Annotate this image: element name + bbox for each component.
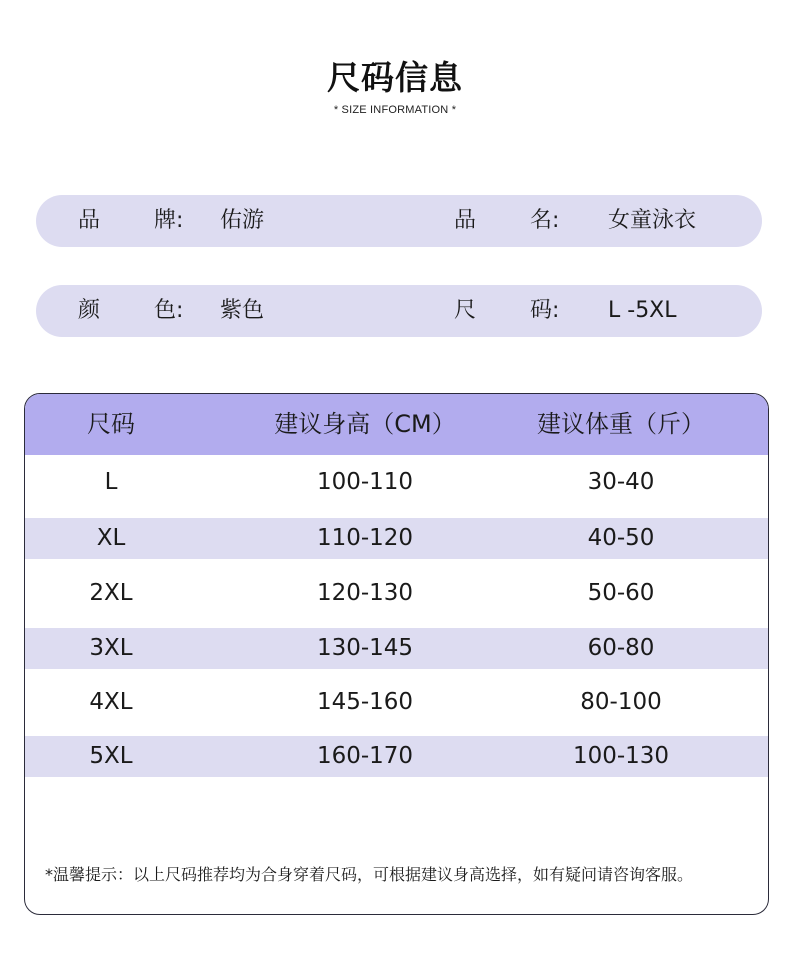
brand-key-b: 牌:: [154, 208, 184, 233]
product-key-b: 名:: [530, 208, 560, 233]
header-weight: 建议体重（斤）: [537, 410, 705, 438]
cell-size: XL: [96, 525, 126, 551]
table-row: [25, 462, 768, 503]
size-table: [24, 393, 769, 915]
cell-weight: 100-130: [572, 743, 670, 769]
cell-size: 2XL: [89, 580, 133, 606]
cell-weight: 40-50: [587, 525, 655, 551]
table-row: [25, 518, 768, 559]
brand-value: 佑游: [220, 208, 265, 233]
cell-height: 160-170: [316, 743, 414, 769]
color-key-a: 颜: [78, 298, 101, 323]
size-key-b: 码:: [530, 298, 560, 323]
table-row: [25, 736, 768, 777]
cell-weight: 30-40: [587, 469, 655, 495]
table-row: [25, 573, 768, 614]
table-row: [25, 682, 768, 723]
cell-size: 4XL: [89, 689, 133, 715]
cell-height: 120-130: [316, 580, 414, 606]
page-subtitle: * SIZE INFORMATION *: [333, 104, 457, 116]
cell-weight: 80-100: [580, 689, 662, 715]
header-height: 建议身高（CM）: [274, 410, 456, 438]
cell-height: 100-110: [316, 469, 414, 495]
size-key-a: 尺: [454, 298, 477, 323]
table-row: [25, 628, 768, 669]
size-value: L -5XL: [608, 298, 677, 323]
brand-key-a: 品: [78, 208, 101, 233]
product-value: 女童泳衣: [608, 208, 697, 233]
cell-size: 5XL: [89, 743, 133, 769]
product-key-a: 品: [454, 208, 477, 233]
page-title: 尺码信息: [327, 58, 463, 97]
size-tip-note: *温馨提示：以上尺码推荐均为合身穿着尺码，可根据建议身高选择，如有疑问请咨询客服。: [45, 865, 694, 884]
info-row-brand-product: [36, 195, 762, 247]
cell-height: 145-160: [316, 689, 414, 715]
cell-height: 110-120: [316, 525, 414, 551]
cell-size: L: [104, 469, 118, 495]
cell-size: 3XL: [89, 635, 133, 661]
cell-weight: 50-60: [587, 580, 655, 606]
info-row-color-size: [36, 285, 762, 337]
color-value: 紫色: [220, 298, 265, 323]
color-key-b: 色:: [154, 298, 184, 323]
header-size: 尺码: [87, 410, 135, 438]
table-header: [25, 394, 768, 455]
cell-weight: 60-80: [587, 635, 655, 661]
cell-height: 130-145: [316, 635, 414, 661]
